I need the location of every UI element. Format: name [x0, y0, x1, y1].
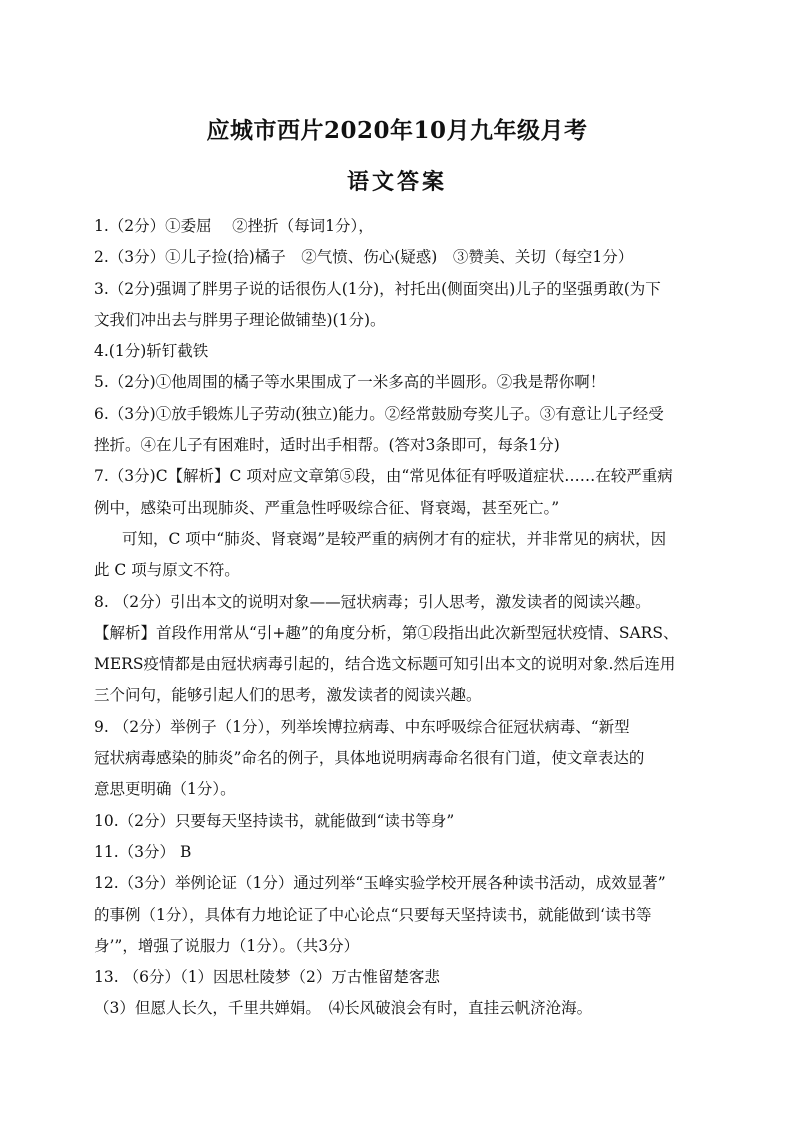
answer-line-q8: 8. （2分）引出本文的说明对象——冠状病毒；引人思考，激发读者的阅读兴趣。	[94, 592, 651, 611]
answer-line-q2: 2.（3分）①儿子捡(拾)橘子 ②气愤、伤心(疑惑) ③赞美、关切（每空1分）	[94, 248, 634, 267]
answer-line-q9-end: 意思更明确（1分）。	[94, 780, 236, 799]
page-subtitle: 语文答案	[346, 169, 447, 195]
answer-line-q12: 12.（3分）举例论证（1分）通过列举“玉峰实验学校开展各种读书活动，成效显著”	[94, 874, 666, 893]
page-title: 应城市西片2020年10月九年级月考	[206, 117, 588, 144]
answer-line-q6-cont: 挫折。④在儿子有困难时，适时出手相帮。(答对3条即可，每条1分)	[94, 436, 560, 455]
answer-line-q7-cont: 例中，感染可出现肺炎、严重急性呼吸综合征、肾衰竭，甚至死亡。”	[94, 498, 560, 517]
answer-line-q3: 3.（2分)强调了胖男子说的话很伤人(1分)，衬托出(侧面突出)儿子的坚强勇敢(为下	[94, 279, 661, 298]
answer-line-q8-analysis-cont: MERS疫情都是由冠状病毒引起的，结合选文标题可知引出本文的说明对象.然后连用	[94, 655, 676, 674]
answer-line-q13: 13. （6分）（1）因思杜陵梦（2）万古惟留楚客悲	[94, 968, 440, 987]
answer-line-q3-cont: 文我们冲出去与胖男子理论做铺垫)(1分)。	[94, 310, 386, 329]
answer-line-q10: 10.（2分）只要每天坚持读书，就能做到“读书等身”	[94, 811, 455, 830]
answer-line-q7-explain-cont: 此 C 项与原文不符。	[94, 561, 240, 580]
answer-line-q12-end: 身’”，增强了说服力（1分）。（共3分）	[94, 936, 360, 955]
answer-list	[94, 211, 704, 1025]
answer-line-q13-cont: （3）但愿人长久，千里共婵娟。 ⑷长风破浪会有时，直挂云帆济沧海。	[94, 999, 593, 1018]
answer-line-q7-explain: 可知，C 项中“肺炎、肾衰竭”是较严重的病例才有的症状，并非常见的病状，因	[122, 529, 667, 548]
answer-line-q6: 6.（3分)①放手锻炼儿子劳动(独立)能力。②经常鼓励夸奖儿子。③有意让儿子经受	[94, 404, 664, 423]
answer-line-q9-cont: 冠状病毒感染的肺炎”命名的例子，具体地说明病毒命名很有门道，使文章表达的	[94, 749, 645, 768]
answer-line-q12-cont: 的事例（1分），具体有力地论证了中心论点“只要每天坚持读书，就能做到‘读书等	[94, 905, 652, 924]
answer-line-q8-analysis-end: 三个问句，能够引起人们的思考，激发读者的阅读兴趣。	[94, 686, 482, 705]
answer-line-q4: 4.(1分)斩钉截铁	[94, 342, 209, 361]
answer-line-q8-analysis: 【解析】首段作用常从“引+趣”的角度分析，第①段指出此次新型冠状疫情、SARS、	[94, 623, 679, 642]
answer-line-q9: 9. （2分）举例子（1分），列举埃博拉病毒、中东呼吸综合征冠状病毒、“新型	[94, 717, 630, 736]
answer-line-q11: 11.（3分） B	[94, 842, 192, 861]
answer-line-q7: 7.（3分)C【解析】C 项对应文章第⑤段，由“常见体征有呼吸道症状……在较严重病	[94, 467, 673, 486]
answer-line-q5: 5.（2分)①他周围的橘子等水果围成了一米多高的半圆形。②我是帮你啊！	[94, 373, 606, 392]
answer-line-q1: 1.（2分）①委屈 ②挫折（每词1分），	[94, 217, 374, 235]
